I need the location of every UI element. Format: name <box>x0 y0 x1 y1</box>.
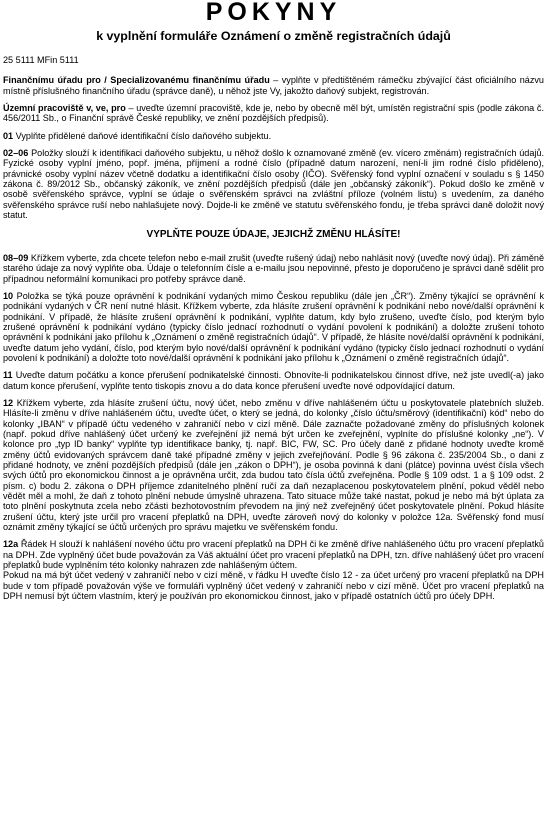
office-label: Finančnímu úřadu pro / Specializovanému finančnímu úřadu <box>3 75 270 86</box>
office-text: – vyplňte v předtištěném rámečku zbývající část oficiálního názvu místně příslušného finančního úřadu (správce daně), u něhož jste Vy, jakožto daňový subjekt, registrován. <box>3 75 544 96</box>
item-01-paragraph <box>3 131 544 141</box>
form-code: 25 5111 MFin 5111 <box>3 55 79 65</box>
item-02-06-paragraph <box>3 148 544 220</box>
item-12a-paragraph-2: Pokud na má být účet vedený v zahraničí nebo v cizí měně, v řádku H uveďte číslo 12 - za účet určený pro vracení přeplatků na DPH bude v tom případě považován výše ve formuláři vyplněný účet vedený v zahraničí nebo v cizí měně. Účet pro vracení přeplatků na DPH nemusí být účtem vlastním, který je používán pro ekonomickou činnost, jako v případě ostatních účtů pro účely DPH. <box>3 570 544 602</box>
item-11-paragraph <box>3 370 544 391</box>
page-subtitle: k vyplnění formuláře Oznámení o změně registračních údajů <box>96 29 451 43</box>
office-paragraph <box>3 75 544 96</box>
workplace-text: – uveďte územní pracoviště, kde je, nebo by obecně měl být, umístěn registrační spis (podle zákona č. 456/2011 Sb., o Finanční správě České republiky, ve znění pozdějších předpisů). <box>3 103 544 124</box>
item-11-label: 11 <box>3 370 13 381</box>
item-10-text: Položka se týká pouze oprávnění k podnikání vydaných mimo Českou republiku (dále jen „ČR“). Změny týkající se oprávnění k podnikání vydaných v ČR není nutné hlásit. Křížkem vyberte, zda hlásíte zrušení oprávnění k podnikání nebo nové/další oprávnění k podnikání. V případě, že hlásíte zrušení oprávnění k podnikání, vyplňte datum, kdy bylo zrušeno, uveďte číslo, pod kterým bylo zrušené oprávnění k podnikání vydáno (typicky číslo jednací rozhodnutí o vydání povolení k podnikání) a doložte zrušení tohoto oprávnění k podnikání jako přílohu k „Oznámení o změně registračních údajů“. V případě, že hlásíte nové/další oprávnění k podnikání, uveďte datum jeho vydání, číslo, pod kterým bylo nové/další oprávnění k podnikání vydáno (typicky číslo jednací rozhodnutí o vydání povolení k podnikání) a doložte toto nové/další oprávnění k podnikání jako přílohu k „Oznámení o změně registračních údajů“. <box>3 290 544 363</box>
page-title: POKYNY <box>205 0 342 26</box>
item-12a-text: Řádek H slouží k nahlášení nového účtu pro vracení přeplatků na DPH či ke změně dříve nahlášeného účtu pro vracení přeplatků na DPH. Zde vyplněný účet bude považován za Váš aktuální účet pro vracení přeplatků na DPH, tzn. dříve nahlášený účet pro vracení přeplatků bude vyplněním této kolonky nahrazen zde nahlášeným účtem. <box>3 539 544 571</box>
item-12a-paragraph <box>3 539 544 570</box>
item-01-text: Vyplňte přidělené daňové identifikační číslo daňového subjektu. <box>13 130 272 141</box>
item-02-06-text: Položky slouží k identifikaci daňového subjektu, u něhož došlo k oznamované změně (ev. vícero změnám) registračních údajů. Fyzické osoby vyplní jméno, popř. jména, příjmení a rodné číslo (případně datum narození, není-li jim rodné číslo přiděleno), právnické osoby vyplní název včetně dodatku a identifikační číslo osoby (IČO). Svěřenský fond vyplní označení v souladu s § 1450 zákona č. 89/2012 Sb., občanský zákoník, ve znění pozdějších předpisů (dále jen „občanský zákoník“). Pokud došlo ke změně v osobě svěřenského správce, vyplní se údaje o svěřenském správci na zvláštní příloze (volném listu) s uvedením, za daného svěřenského správce ruší nebo nahlašujete nový. Dojde-li ke změně ve statutu svěřenského fondu, je třeba správci daně doložit nový statut. <box>3 148 544 221</box>
item-02-06-label: 02–06 <box>3 148 29 159</box>
item-12-label: 12 <box>3 397 14 408</box>
workplace-paragraph <box>3 103 544 124</box>
item-11-text: Uveďte datum počátku a konce přerušení podnikatelské činnosti. Obnovíte-li podnikatelskou činnost dříve, než jste uvedl(-a) jako datum konce přerušení, vyplňte tento tiskopis znovu a do data konce přerušení uveďte nové odpovídající datum. <box>3 370 544 391</box>
workplace-label: Územní pracoviště v, ve, pro <box>3 103 126 114</box>
item-12-text: Křížkem vyberte, zda hlásíte zrušení účtu, nový účet, nebo změnu v dříve nahlášeném účtu u poskytovatele platebních služeb. Hlásíte-li změnu v dříve nahlášeném účtu, uveďte účet, o který se jedná, do kolonky „číslo účtu/směrový (identifikační) kód“ nebo do kolonky „IBAN“ v případě účtu vedeného v zahraničí nebo v cizí měně. Dále zaznačte požadované změny do příslušných kolonek (např. pokud dříve nahlášený účet určený ke zveřejnění již nemá být určen ke zveřejnění, vyplníte do příslušné kolonky „ne“). V kolonce pro „typ ID banky“ vyplňte typ identifikace banky, tj. např. BIC, FW, SC. Pro účely daně z přidané hodnoty uveďte kromě změny účtů evidovaných správcem daně také případné změny v jejich zveřejňování. Podle § 96 zákona č. 235/2004 Sb., o dani z přidané hodnoty, ve znění pozdějších předpisů (dále jen „zákon o DPH“), je osoba povinná k dani (plátce) povinna uvést čísla všech svých účtů pro ekonomickou činnost a je oprávněna určit, zda budou tato čísla účtů zveřejněna. Podle § 109 odst. 1 a § 109 odst. 2 písm. c) bodu 2. zákona o DPH příjemce zdanitelného plnění ručí za daň nezaplacenou poskytovatelem plnění, pokud věděl nebo vědět měl a mohl, že daň z tohoto plnění nebude úmyslně uhrazena. Tato situace může také nastat, pokud je nebo má být úplata za toto plnění poskytnuta zcela nebo zčásti bezhotovostním převodem na jiný než zveřejněný účet poskytovatele plnění. Pokud hlásíte zrušení účtu, který jste určil pro vracení přeplatků na DPH, uveďte zároveň nový do kolonky v položce 12a. Svěřenský fond musí oznámit změny týkající se účtů určených pro správu majetku ve svěřenském fondu. <box>3 397 544 533</box>
item-08-09-text: Křížkem vyberte, zda chcete telefon nebo e-mail zrušit (uveďte rušený údaj) nebo nahlásit nový (uveďte nový údaj). Při záměně starého údaje za nový vyplňte oba. Údaje o telefonním čísle a e-mailu jsou nepovinné, přesto je doporučeno je správci daně sdělit pro případnou neformální komunikaci pro potřeby správce daně. <box>3 252 544 284</box>
item-10-label: 10 <box>3 290 14 301</box>
item-08-09-label: 08–09 <box>3 252 29 263</box>
item-01-label: 01 <box>3 130 14 141</box>
notice-heading: VYPLŇTE POUZE ÚDAJE, JEJICHŽ ZMĚNU HLÁSÍTE! <box>146 229 401 241</box>
item-12-paragraph <box>3 398 544 532</box>
item-10-paragraph <box>3 291 544 363</box>
item-08-09-paragraph <box>3 253 544 284</box>
item-12a-label: 12a <box>3 539 19 550</box>
